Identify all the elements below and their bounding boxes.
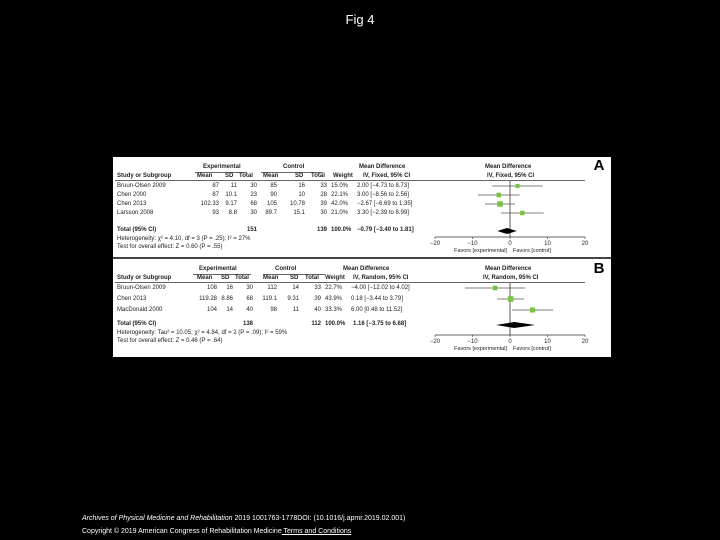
mean-exp: 104	[206, 307, 217, 313]
header-mean-ctl: Mean	[263, 173, 279, 179]
header-ci-plot: IV, Fixed, 95% CI	[487, 173, 535, 179]
sd-ctl: 11	[292, 307, 299, 313]
total-exp: 23	[250, 192, 257, 198]
mean-ctl: 105	[266, 201, 277, 207]
total-weight: 100.0%	[331, 227, 352, 233]
sd-exp: 16	[226, 285, 233, 291]
header-sd-exp: SD	[225, 173, 234, 179]
sd-ctl: 16	[298, 183, 305, 189]
study-marker	[515, 184, 519, 188]
ci-text: 6.00 [0.48 to 11.52]	[351, 307, 403, 313]
panel-b	[113, 259, 611, 357]
total-ctl: 33	[314, 285, 321, 291]
header-total-exp: Total	[239, 173, 253, 179]
header-mean-difference: Mean Difference	[343, 266, 390, 272]
panel-a	[113, 157, 611, 257]
study-marker	[497, 201, 503, 207]
tick-label: −10	[467, 241, 478, 247]
mean-ctl: 112	[267, 285, 277, 291]
citation-doi: 2019 1001763-1778DOI: (10.1016/j.apmr.2019.02.001)	[232, 515, 406, 522]
overall-effect: Test for overall effect: Z = 0.46 (P = .64)	[117, 338, 223, 344]
tick-label: 0	[508, 241, 512, 247]
ci-text: −4.00 [−12.02 to 4.02]	[351, 285, 410, 291]
header-sd-exp: SD	[221, 275, 230, 281]
header-ci-plot: IV, Random, 95% CI	[483, 275, 539, 281]
study-name: Chen 2013	[117, 296, 147, 302]
total-ctl: 30	[320, 210, 327, 216]
header-mean-exp: Mean	[197, 173, 213, 179]
sd-exp: 10.1	[225, 192, 237, 198]
header-ci: IV, Fixed, 95% CI	[363, 173, 411, 179]
heterogeneity: Heterogeneity: Tau² = 10.05; χ² = 4.84, df = 2 (P = .09); I² = 59%	[117, 330, 288, 336]
total-weight: 100.0%	[325, 321, 346, 327]
tick-label: 10	[544, 241, 551, 247]
sd-ctl: 10.78	[289, 201, 305, 207]
total-ctl: 39	[320, 201, 327, 207]
weight: 42.0%	[331, 201, 349, 207]
total-n-ctl: 139	[316, 227, 327, 233]
weight: 15.0%	[331, 183, 349, 189]
header-weight: Weight	[325, 275, 345, 281]
panel-letter: B	[591, 261, 607, 277]
sd-exp: 14	[226, 307, 233, 313]
study-marker	[493, 286, 498, 291]
total-exp: 30	[250, 210, 257, 216]
weight: 22.1%	[331, 192, 349, 198]
header-ci: IV, Random, 95% CI	[353, 275, 409, 281]
summary-diamond	[497, 228, 517, 234]
mean-exp: 108	[206, 285, 217, 291]
study-name: Chen 2013	[117, 201, 147, 207]
favors-experimental-label: Favors [experimental]	[454, 248, 507, 254]
total-ctl: 28	[320, 192, 327, 198]
copyright-text: Copyright © 2019 American Congress of Rehabilitation Medicine	[82, 528, 282, 535]
header-experimental: Experimental	[203, 164, 241, 170]
header-study: Study or Subgroup	[117, 173, 172, 179]
mean-ctl: 90	[270, 192, 277, 198]
study-name: Bruun-Olsen 2009	[117, 183, 166, 189]
figure-title: Fig 4	[345, 12, 375, 27]
forest-plot-a	[113, 157, 611, 257]
forest-plot-figure	[113, 157, 611, 357]
study-name: MacDonald 2000	[117, 307, 163, 313]
mean-exp: 87	[212, 192, 219, 198]
header-weight: Weight	[333, 173, 353, 179]
header-total-ctl: Total	[311, 173, 325, 179]
overall-effect: Test for overall effect: Z = 0.60 (P = .55)	[117, 244, 223, 250]
ci-text: −2.67 [−6.69 to 1.35]	[357, 201, 413, 207]
mean-ctl: 98	[270, 307, 277, 313]
study-marker	[496, 193, 501, 198]
weight: 43.9%	[325, 296, 343, 302]
ci-text: 3.00 [−8.56 to 2.56]	[357, 192, 409, 198]
header-mean-ctl: Mean	[263, 275, 279, 281]
ci-text: 0.18 [−3.44 to 3.79]	[351, 296, 403, 302]
mean-ctl: 119.1	[262, 296, 277, 302]
total-exp: 68	[250, 201, 257, 207]
study-name: Chen 2000	[117, 192, 147, 198]
header-experimental: Experimental	[199, 266, 237, 272]
study-marker	[508, 296, 514, 302]
mean-ctl: 85	[270, 183, 277, 189]
weight: 22.7%	[325, 285, 343, 291]
header-total-exp: Total	[235, 275, 249, 281]
journal-name: Archives of Physical Medicine and Rehabilitation	[82, 515, 233, 522]
total-n-exp: 138	[242, 321, 253, 327]
favors-control-label: Favors [control]	[513, 346, 551, 352]
study-marker	[520, 211, 525, 216]
study-name: Larsson 2008	[117, 210, 154, 216]
forest-plot-b	[113, 259, 611, 357]
ci-text: 3.30 [−2.39 to 8.99]	[357, 210, 409, 216]
total-n-ctl: 112	[311, 321, 321, 327]
panel-letter: A	[591, 158, 607, 174]
total-ci: −0.79 [−3.40 to 1.81]	[357, 227, 414, 233]
study-marker	[530, 307, 535, 312]
total-ctl: 39	[314, 296, 321, 302]
header-mean-difference-plot: Mean Difference	[485, 164, 532, 170]
header-control: Control	[283, 164, 305, 170]
tick-label: −10	[467, 339, 478, 345]
tick-label: −20	[429, 241, 441, 247]
weight: 33.3%	[325, 307, 343, 313]
header-sd-ctl: SD	[295, 173, 304, 179]
sd-exp: 8.86	[221, 296, 233, 302]
tick-label: 10	[544, 339, 551, 345]
favors-experimental-label: Favors [experimental]	[454, 346, 507, 352]
header-mean-exp: Mean	[197, 275, 213, 281]
tick-label: −20	[429, 339, 441, 345]
tick-label: 0	[508, 339, 512, 345]
header-study: Study or Subgroup	[117, 275, 172, 281]
sd-exp: 9.17	[225, 201, 237, 207]
favors-control-label: Favors [control]	[513, 248, 551, 254]
summary-diamond	[496, 322, 535, 328]
header-control: Control	[275, 266, 297, 272]
total-exp: 30	[250, 183, 257, 189]
study-name: Bruun-Olsen 2009	[117, 285, 166, 291]
mean-exp: 102.33	[200, 201, 219, 207]
terms-link[interactable]: Terms and Conditions	[281, 528, 352, 535]
total-ctl: 33	[320, 183, 327, 189]
total-exp: 40	[246, 307, 253, 313]
sd-exp: 8.8	[228, 210, 237, 216]
total-label: Total (95% CI)	[117, 321, 157, 327]
header-sd-ctl: SD	[290, 275, 299, 281]
header-mean-difference: Mean Difference	[359, 164, 406, 170]
sd-ctl: 10	[298, 192, 305, 198]
citation-line	[82, 515, 405, 522]
ci-text: 2.00 [−4.73 to 8.73]	[357, 183, 409, 189]
copyright-line	[82, 528, 351, 535]
total-label: Total (95% CI)	[117, 227, 157, 233]
total-ci: 1.16 [−3.75 to 6.68]	[353, 321, 407, 327]
sd-ctl: 9.31	[287, 296, 299, 302]
total-exp: 30	[246, 285, 253, 291]
sd-ctl: 14	[292, 285, 299, 291]
sd-exp: 11	[230, 183, 237, 189]
tick-label: 20	[581, 339, 589, 345]
mean-exp: 119.28	[199, 296, 217, 302]
heterogeneity: Heterogeneity: χ² = 4.10, df = 3 (P = .25); I² = 27%	[117, 236, 251, 242]
total-ctl: 40	[314, 307, 321, 313]
header-total-ctl: Total	[305, 275, 319, 281]
total-exp: 68	[246, 296, 253, 302]
tick-label: 20	[581, 241, 589, 247]
header-mean-difference-plot: Mean Difference	[485, 266, 532, 272]
mean-exp: 87	[212, 183, 219, 189]
weight: 21.0%	[331, 210, 349, 216]
mean-exp: 93	[212, 210, 219, 216]
total-n-exp: 151	[246, 227, 257, 233]
sd-ctl: 15.1	[293, 210, 305, 216]
mean-ctl: 89.7	[265, 210, 277, 216]
